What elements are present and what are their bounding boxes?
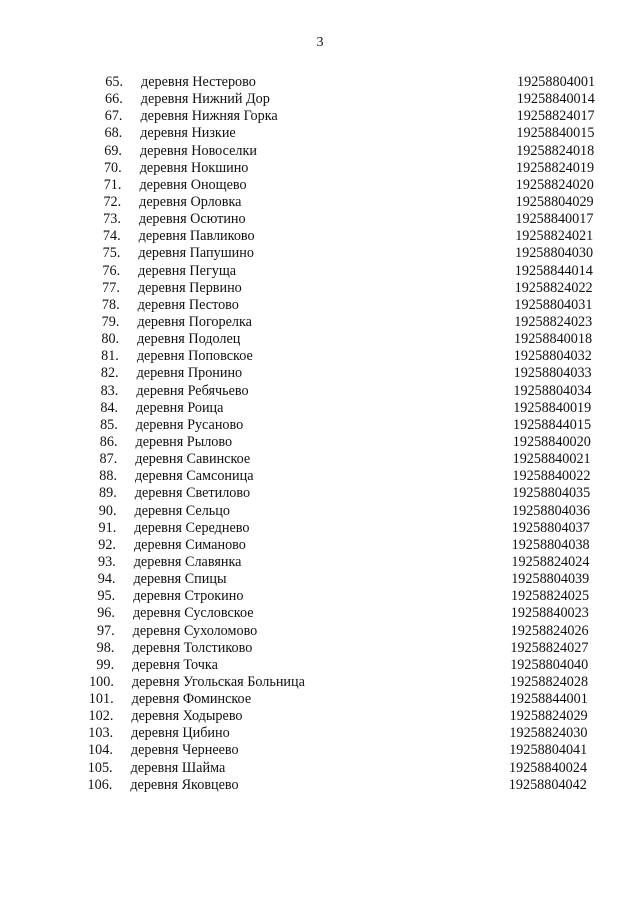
item-number: 93. [97,553,116,570]
oktmo-code: 19258824029 [509,708,588,725]
item-number: 88. [99,468,118,485]
item-number: 96. [97,605,115,622]
settlement-name: деревня Ходырево [131,708,243,725]
oktmo-code: 19258804039 [511,571,590,588]
item-number: 65. [105,74,123,90]
list-item [0,108,640,125]
list-item [0,640,640,657]
item-number: 104. [88,742,113,759]
settlement-name: деревня Спицы [133,571,227,588]
oktmo-code: 19258840019 [513,399,592,416]
settlement-name: деревня Сусловское [132,605,254,622]
list-item [0,468,640,485]
item-number: 100. [89,673,114,690]
settlement-name: деревня Угольская Больница [131,673,305,690]
settlement-name: деревня Папушино [138,245,254,262]
list-item [0,588,640,605]
oktmo-code: 19258824019 [516,159,595,176]
list-item [0,400,640,417]
oktmo-code: 19258840018 [514,331,593,348]
settlement-name: деревня Первино [137,279,242,296]
item-number: 83. [100,382,119,399]
oktmo-code: 19258804029 [515,193,594,210]
item-number: 85. [100,416,118,433]
oktmo-code: 19258824024 [511,553,590,570]
item-number: 95. [97,588,116,605]
oktmo-code: 19258840020 [512,433,591,450]
settlement-name: деревня Симаново [133,536,246,553]
list-item [0,742,640,759]
list-item [0,228,640,245]
item-number: 71. [103,176,122,193]
oktmo-code: 19258840014 [516,91,595,108]
settlement-name: деревня Осютино [138,211,246,228]
settlement-name: деревня Фоминское [131,691,252,708]
settlement-name: деревня Рылово [135,433,233,450]
settlement-name: деревня Сельцо [134,502,230,519]
item-number: 97. [96,622,115,639]
list-item [0,280,640,297]
settlement-name: деревня Самсоница [135,468,254,485]
list-item [0,554,640,571]
oktmo-code: 19258840015 [516,125,595,142]
oktmo-code: 19258804042 [508,776,587,793]
item-number: 81. [101,348,119,365]
list-item [0,674,640,691]
list-item [0,348,640,365]
list-item [0,297,640,314]
item-number: 99. [96,656,115,673]
oktmo-code: 19258824023 [514,313,593,330]
list-item [0,365,640,382]
settlement-name: деревня Толстиково [132,639,253,656]
oktmo-code: 19258804033 [513,365,592,382]
item-number: 68. [104,125,123,142]
oktmo-code: 19258844014 [514,262,593,279]
oktmo-code: 19258824030 [509,725,588,742]
item-number: 87. [99,451,118,468]
item-number: 74. [102,228,121,245]
list-item [0,211,640,228]
settlement-name: деревня Орловка [139,193,242,210]
settlement-name: деревня Новоселки [139,142,257,159]
list-item [0,485,640,502]
oktmo-code: 19258804038 [511,536,590,553]
settlement-list [0,74,640,794]
list-item [0,331,640,348]
list-item [0,383,640,400]
item-number: 79. [101,313,120,330]
oktmo-code: 19258824020 [515,176,594,193]
list-item [0,194,640,211]
list-item [0,143,640,160]
list-item [0,571,640,588]
list-item [0,777,640,794]
list-item [0,605,640,622]
oktmo-code: 19258804034 [513,382,592,399]
list-item [0,125,640,142]
settlement-name: деревня Яковцево [130,776,239,793]
list-item [0,760,640,777]
oktmo-code: 19258824028 [510,673,589,690]
list-item [0,520,640,537]
oktmo-code: 19258804032 [513,348,592,365]
list-item [0,314,640,331]
list-item [0,451,640,468]
list-item [0,160,640,177]
settlement-name: деревня Славянка [133,553,242,570]
list-item [0,725,640,742]
oktmo-code: 19258840021 [512,451,591,468]
oktmo-code: 19258804040 [510,656,589,673]
settlement-name: деревня Онощево [139,176,247,193]
list-item [0,708,640,725]
item-number: 73. [103,211,121,228]
oktmo-code: 19258824027 [510,639,589,656]
oktmo-code: 19258804031 [514,296,593,313]
settlement-name: деревня Погорелка [137,313,252,330]
item-number: 94. [97,571,116,588]
list-item [0,177,640,194]
oktmo-code: 19258824022 [514,279,593,296]
item-number: 77. [102,279,120,296]
item-number: 90. [98,502,117,519]
item-number: 75. [102,245,121,262]
list-item [0,434,640,451]
item-number: 105. [87,759,113,776]
settlement-name: деревня Нижний Дор [140,91,270,108]
oktmo-code: 19258824021 [515,228,594,245]
item-number: 78. [101,296,120,313]
settlement-name: деревня Цибино [131,725,230,742]
oktmo-code: 19258844001 [509,691,588,708]
settlement-name: деревня Русаново [135,416,244,433]
settlement-name: деревня Ребячьево [136,382,249,399]
item-number: 76. [102,262,121,279]
item-number: 72. [103,193,122,210]
settlement-name: деревня Светилово [134,485,251,502]
oktmo-code: 19258840022 [512,468,591,485]
oktmo-code: 19258824018 [516,142,595,159]
item-number: 84. [100,399,119,416]
settlement-name: деревня Точка [132,656,218,673]
item-number: 66. [105,91,123,108]
settlement-name: деревня Пегуща [138,262,237,279]
settlement-name: деревня Низкие [140,125,236,142]
item-number: 106. [87,776,113,793]
item-number: 92. [98,536,116,553]
settlement-name: деревня Савинское [135,451,251,468]
list-item [0,91,640,108]
settlement-name: деревня Нижняя Горка [140,108,278,125]
item-number: 89. [99,485,117,502]
oktmo-code: 19258804035 [512,485,591,502]
oktmo-code: 19258824017 [516,108,595,125]
page-number: 3 [316,35,324,50]
settlement-name: деревня Нестерово [141,74,256,90]
item-number: 91. [98,519,117,536]
oktmo-code: 19258840017 [515,211,594,228]
settlement-name: деревня Пестово [137,296,239,313]
oktmo-code: 19258824025 [511,588,590,605]
settlement-name: деревня Шайма [130,759,226,776]
oktmo-code: 19258844015 [513,416,592,433]
oktmo-code: 19258804036 [512,502,591,519]
settlement-name: деревня Строкино [133,588,244,605]
item-number: 82. [100,365,119,382]
item-number: 69. [104,142,122,159]
oktmo-code: 19258824026 [510,622,589,639]
settlement-name: деревня Роица [136,399,224,416]
list-item [0,245,640,262]
settlement-name: деревня Пронино [136,365,243,382]
list-item [0,417,640,434]
oktmo-code: 19258804037 [511,519,590,536]
settlement-name: деревня Нокшино [139,159,249,176]
item-number: 80. [101,331,120,348]
list-item [0,74,640,91]
settlement-name: деревня Чернеево [130,742,239,759]
item-number: 101. [88,691,114,708]
item-number: 102. [88,708,114,725]
list-item [0,263,640,280]
oktmo-code: 19258840023 [510,605,589,622]
settlement-name: деревня Подолец [137,331,241,348]
settlement-name: деревня Павликово [138,228,255,245]
item-number: 70. [103,159,122,176]
item-number: 103. [88,725,114,742]
settlement-name: деревня Поповское [136,348,253,365]
oktmo-code: 19258804001 [517,74,596,90]
settlement-name: деревня Сухоломово [132,622,258,639]
list-item [0,503,640,520]
item-number: 67. [104,108,123,125]
list-item [0,537,640,554]
list-item [0,657,640,674]
oktmo-code: 19258804041 [509,742,588,759]
list-item [0,623,640,640]
item-number: 98. [96,639,115,656]
settlement-name: деревня Середнево [134,519,250,536]
oktmo-code: 19258804030 [515,245,594,262]
item-number: 86. [99,433,118,450]
list-item [0,691,640,708]
oktmo-code: 19258840024 [509,759,588,776]
